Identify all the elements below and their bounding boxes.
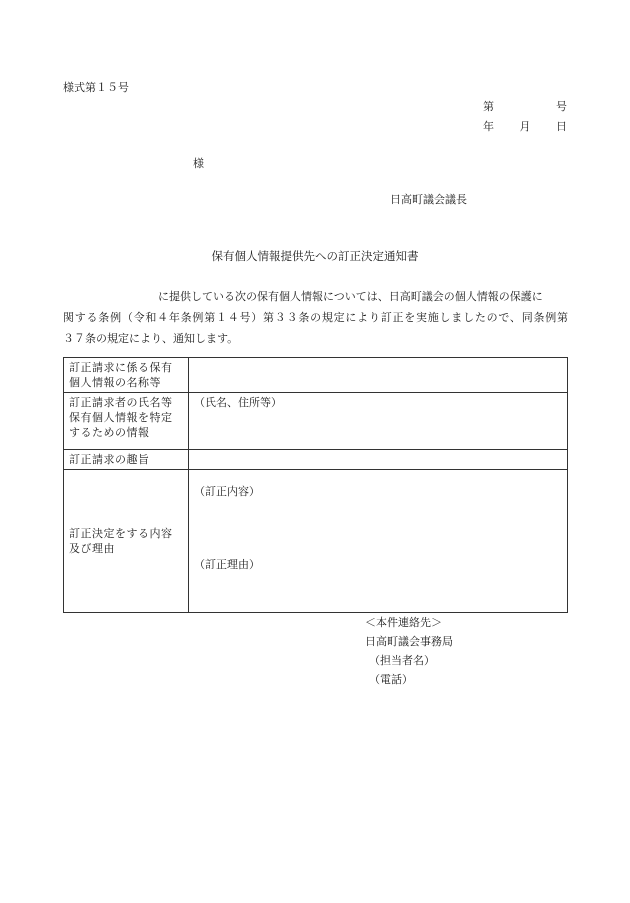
- label-record-name: 訂正請求に係る保有個人情報の名称等: [64, 358, 189, 393]
- correction-details-table: [63, 357, 568, 613]
- date-year: 年: [483, 120, 494, 133]
- document-number: [483, 100, 567, 114]
- contact-info: [365, 613, 453, 689]
- contact-heading: ＜本件連絡先＞: [365, 616, 442, 629]
- contact-office: 日高町議会事務局: [365, 635, 453, 648]
- table-row-record-name: [64, 358, 568, 393]
- label-requester-info: 訂正請求者の氏名等保有個人情報を特定するための情報: [64, 393, 189, 450]
- label-decision: 訂正決定をする内容及び理由: [64, 470, 189, 613]
- contact-person: （担当者名）: [369, 654, 435, 667]
- correction-content-hint: （訂正内容）: [194, 485, 260, 498]
- correction-reason-hint: （訂正理由）: [194, 558, 260, 571]
- requester-info-hint: （氏名、住所等）: [194, 396, 282, 409]
- notice-body: [63, 286, 568, 349]
- value-decision: [189, 470, 568, 613]
- date-day: 日: [556, 120, 567, 133]
- value-request-purpose: [189, 450, 568, 470]
- table-row-requester: [64, 393, 568, 450]
- contact-phone: （電話）: [369, 673, 413, 686]
- sender-name: 日高町議会議長: [390, 193, 467, 206]
- label-request-purpose: 訂正請求の趣旨: [64, 450, 189, 470]
- document-date: [483, 120, 567, 134]
- table-row-request-purpose: [64, 450, 568, 470]
- value-record-name: [189, 358, 568, 393]
- document-number-prefix: 第: [483, 100, 494, 113]
- notice-body-line-3: ３７条の規定により、通知します。: [63, 332, 239, 345]
- notice-body-line-2: 関する条例（令和４年条例第１４号）第３３条の規定により訂正を実施しましたので、同条例第: [63, 311, 568, 324]
- date-month: 月: [519, 120, 531, 133]
- value-requester-info: [189, 393, 568, 450]
- form-number: 様式第１５号: [63, 81, 129, 94]
- document-number-suffix: 号: [556, 100, 567, 113]
- document-title: 保有個人情報提供先への訂正決定通知書: [211, 249, 419, 263]
- notice-body-line-1: に提供している次の保有個人情報については、日高町議会の個人情報の保護に: [158, 290, 543, 303]
- addressee-honorific: 様: [193, 157, 204, 170]
- table-row-decision: [64, 470, 568, 613]
